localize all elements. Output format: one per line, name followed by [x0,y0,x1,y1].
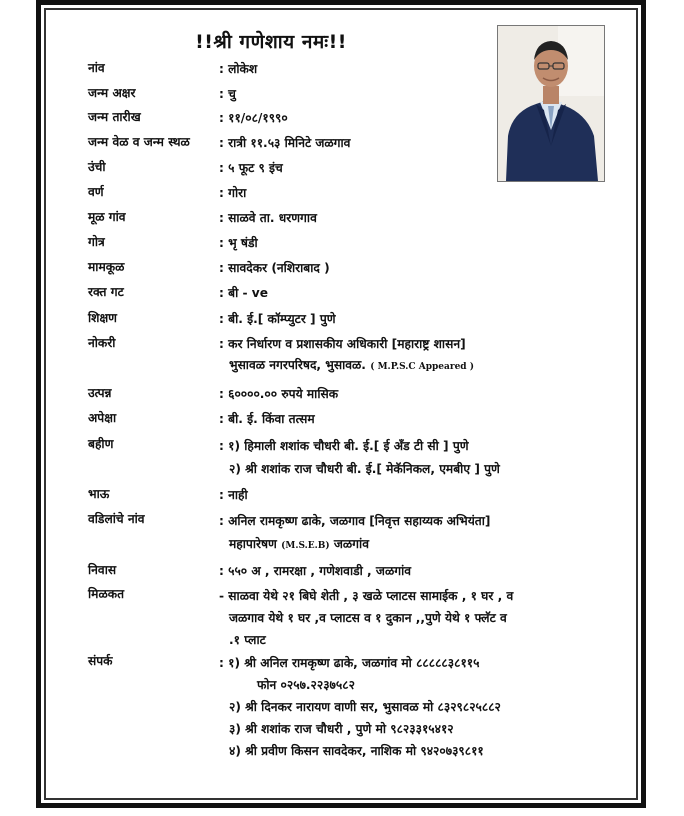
label: भाऊ [88,487,110,501]
label: संपर्क [88,654,113,668]
label: जन्म तारीख [88,110,141,124]
mpsc-note: ( M.P.S.C Appeared ) [370,362,474,372]
label: जन्म अक्षर [88,86,136,100]
label: निवास [88,563,117,577]
label: शिक्षण [88,311,117,325]
label: नांव [88,61,105,75]
value: : लोकेश [219,62,258,76]
value: : गोरा [219,186,247,200]
value-line: : १) हिमाली शशांक चौधरी बी. ई.[ ई अँड टी सी ] पुणे [219,439,469,453]
value-line: २) श्री शशांक राज चौधरी बी. ई.[ मेकॅनिकल, एमबीए ] पुणे [229,462,500,476]
label: जन्म वेळ व जन्म स्थळ [88,135,190,149]
label: मूळ गांव [88,210,126,224]
value: : बी. ई. किंवा तत्सम [219,412,315,426]
contact-line: ३) श्री शशांक राज चौधरी , पुणे मो ९८२३३१५४१२ [229,722,454,736]
value-line: भुसावळ नगरपरिषद, भुसावळ. [229,358,366,372]
value: : साळवे ता. धरणगाव [219,211,317,225]
value-line: महापारेषण [229,537,277,551]
contact-line: ४) श्री प्रवीण किसन सावदेकर, नाशिक मो ९४२०७३९८११ [229,744,484,758]
value: : चु [219,87,236,101]
mseb-note: (M.S.E.B) [281,541,330,551]
value: : ५ फूट ९ इंच [219,161,283,175]
value: : बी. ई.[ कॉम्प्युटर ] पुणे [219,312,336,326]
value: : बी - ve [219,286,268,300]
label: अपेक्षा [88,411,117,425]
value-tail: जळगांव [329,537,369,551]
label: उत्पन्न [88,386,112,400]
label: रक्त गट [88,285,124,299]
label: नोकरी [88,336,116,350]
value-line: : अनिल रामकृष्ण ढाके, जळगाव [निवृत्त सहाय्यक अभियंता] [219,514,491,528]
label: गोत्र [88,235,105,249]
contact-line: : १) श्री अनिल रामकृष्ण ढाके, जळगांव मो ८८८८८३८११५ [219,656,480,670]
label: उंची [88,160,106,174]
contact-line: फोन ०२५७.२२३७५८२ [257,678,355,692]
value-line: - साळवा येथे २१ बिघे शेती , ३ खळे प्लाटस सामाईक , १ घर , व [219,589,514,603]
label: वर्ण [88,185,104,199]
page-title: !!श्री गणेशाय नमः!! [195,31,347,53]
value-line: : कर निर्धारण व प्रशासकीय अधिकारी [महाराष्ट्र शासन] [219,337,466,351]
value: : नाही [219,488,248,502]
value: : ५५० अ , रामरक्षा , गणेशवाडी , जळगांव [219,564,412,578]
value: : सावदेकर (नशिराबाद ) [219,261,330,275]
label: मिळकत [88,587,125,601]
contact-line: २) श्री दिनकर नारायण वाणी सर, भुसावळ मो ८३२९८२५८८२ [229,700,501,714]
value: : रात्री ११.५३ मिनिटे जळगाव [219,136,351,150]
value: : ६००००.०० रुपये मासिक [219,387,339,401]
value: : ११/०८/१९९० [219,111,288,125]
value-line: जळगाव येथे १ घर ,व प्लाटस व १ दुकान ,,पुणे येथे १ फ्लॅट व [229,611,507,625]
label: मामकूळ [88,260,125,274]
label: बहीण [88,437,114,451]
label: वडिलांचे नांव [88,512,145,526]
value: : भृ षंडी [219,236,258,250]
value-line: .१ प्लाट [229,633,266,647]
